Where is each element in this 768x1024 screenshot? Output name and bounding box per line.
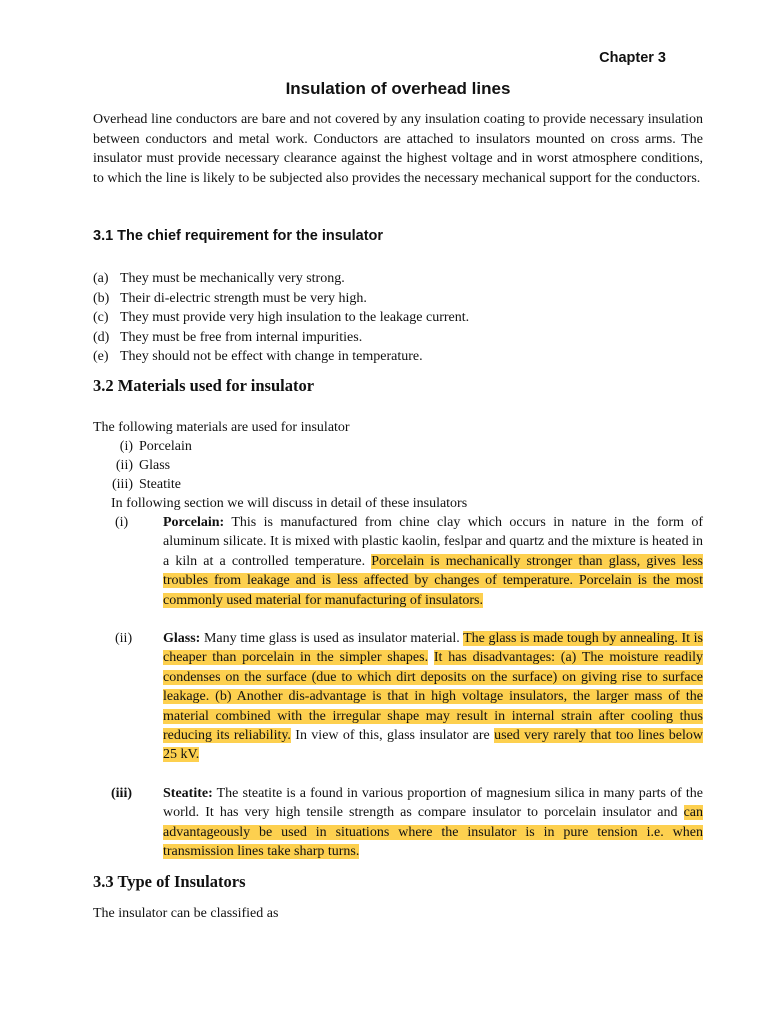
list-item [93,347,469,367]
list-text: They must be mechanically very strong. [120,271,345,286]
porcelain-highlight: Porcelain is mechanically stronger than glass, gives less troubles from leakage and is less affected by changes of temperature. Porcelain is the most commonly used material for manufacturing of insulators. [163,553,704,608]
intro-paragraph: Overhead line conductors are bare and not covered by any insulation coating to provide necessary insulation between conductors and metal work. Conductors are attached to insulators mounted on cross arms. The insulator must provide necessary clearance against the highest voltage and in worst atmosphere conditions, to which the line is likely to be subjected also provides the necessary mechanical support for the conductors. [93,112,703,186]
steatite-term: Steatite: [163,786,213,801]
glass-highlight: used very rarely that too lines below 25 kV. [163,728,703,763]
list-text: They must be free from internal impurities. [120,329,363,345]
list-text: Their di-electric strength must be very high. [120,290,367,306]
glass-highlight: The glass is made tough by annealing. It is cheaper than porcelain in the simpler shapes. [163,631,704,666]
item-marker: (iii) [111,786,132,801]
list-marker: (d) [93,329,110,345]
porcelain-term: Porcelain: [163,515,225,530]
materials-list [110,437,192,494]
classification-lead: The insulator can be classified as [93,906,279,921]
list-item [110,456,192,475]
glass-text: Many time glass is used as insulator material. [200,631,464,646]
list-marker: (b) [93,290,110,306]
section-3-1-heading: 3.1 The chief requirement for the insulator [93,228,384,244]
glass-text [428,650,434,665]
list-marker: (e) [93,349,109,364]
list-text: They should not be effect with change in temperature. [120,349,423,364]
steatite-item [93,784,703,862]
list-marker: (i) [119,439,133,454]
section-3-3-heading: 3.3 Type of Insulators [93,872,246,891]
porcelain-item [93,513,703,610]
materials-lead: The following materials are used for insulator [93,420,350,435]
list-text: Porcelain [139,439,192,454]
glass-highlight: It has disadvantages: (a) The moisture readily condenses on the surface (due to which dirt deposits on the surface) on giving rise to surface leakage. (b) Another dis-advantage is that in high voltage insulators, the larger mass of the material combined with the irregular shape may result in internal strain after cooling thus reducing its reliability. [163,650,704,744]
item-marker: (i) [115,515,129,530]
list-text: They must provide very high insulation to the leakage current. [120,310,470,325]
list-marker: (iii) [112,477,133,492]
list-text: Steatite [139,477,181,492]
porcelain-body [163,513,703,610]
requirements-list [93,269,469,367]
steatite-highlight: can advantageously be used in situations where the insulator is in pure tension i.e. when transmission lines take sharp turns. [163,805,703,860]
list-item [93,269,469,289]
steatite-text: The steatite is a found in various proportion of magnesium silica in many parts of the world. It has very high tensile strength as compare insulator to porcelain insulator and [163,786,703,821]
list-marker: (a) [93,271,109,286]
glass-text: In view of this, glass insulator are [290,728,495,744]
list-item [93,289,469,309]
steatite-body [163,784,703,862]
list-item [93,328,469,348]
list-item [110,437,192,456]
item-marker: (ii) [115,631,133,646]
glass-item [93,629,703,765]
chapter-label: Chapter 3 [599,50,666,66]
list-text: Glass [139,458,171,473]
list-marker: (c) [93,310,109,325]
section-3-2-heading: 3.2 Materials used for insulator [93,376,315,395]
glass-term: Glass: [163,631,201,646]
list-item [93,308,469,328]
list-item [110,475,192,494]
glass-body [163,629,703,765]
porcelain-text: This is manufactured from chine clay which occurs in nature in the form of aluminum silicate. It is mixed with plastic kaolin, feslpar and quartz and the mixture is heated in a kiln at a controlled temperature. [163,515,703,569]
page-title: Insulation of overhead lines [285,79,511,98]
list-marker: (ii) [115,458,133,473]
materials-transition: In following section we will discuss in detail of these insulators [111,496,468,511]
